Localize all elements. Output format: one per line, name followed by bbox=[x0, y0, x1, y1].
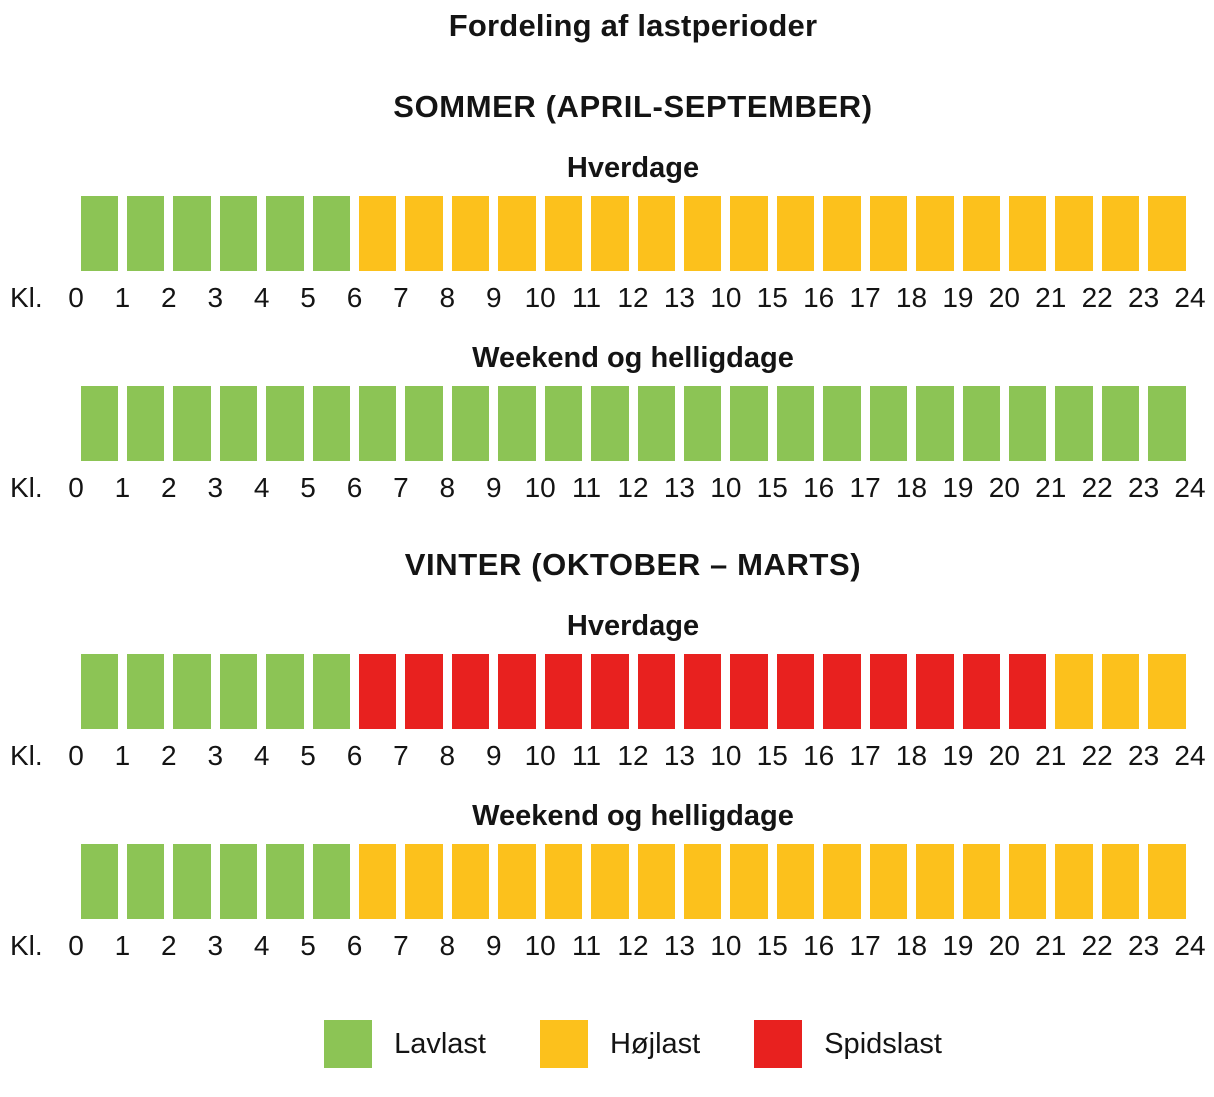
axis-tick-label: 1 bbox=[114, 472, 131, 503]
hour-bar bbox=[266, 196, 303, 271]
section-vinter bbox=[10, 546, 1206, 964]
axis-ticks bbox=[68, 738, 1206, 774]
axis-tick-label: 12 bbox=[617, 740, 649, 771]
axis-tick-label: 12 bbox=[617, 472, 649, 503]
hour-bar bbox=[127, 654, 164, 729]
axis-tick-label: 15 bbox=[756, 930, 788, 961]
axis-tick-label: 23 bbox=[1128, 472, 1160, 503]
axis-tick-label: 22 bbox=[1081, 472, 1113, 503]
axis-tick-label: 22 bbox=[1081, 740, 1113, 771]
hour-bar bbox=[823, 844, 860, 919]
axis-tick-label: 22 bbox=[1081, 282, 1113, 313]
axis-tick-label: 16 bbox=[803, 472, 835, 503]
axis-tick-label: 20 bbox=[988, 282, 1020, 313]
legend-swatch-icon bbox=[540, 1020, 588, 1068]
hour-bar bbox=[730, 196, 767, 271]
hour-bar bbox=[823, 386, 860, 461]
hour-axis bbox=[10, 280, 1206, 316]
axis-tick-label: 9 bbox=[485, 930, 502, 961]
hour-bar bbox=[963, 844, 1000, 919]
hour-bar bbox=[777, 654, 814, 729]
axis-tick-label: 21 bbox=[1035, 472, 1067, 503]
axis-tick-label: 9 bbox=[485, 472, 502, 503]
day-type-label: Weekend og helligdage bbox=[472, 342, 794, 374]
axis-tick-label: 22 bbox=[1081, 930, 1113, 961]
hour-bar bbox=[359, 654, 396, 729]
axis-tick-label: 7 bbox=[393, 740, 409, 771]
hour-bar bbox=[1055, 654, 1092, 729]
hour-bar bbox=[823, 654, 860, 729]
axis-tick-label: 0 bbox=[68, 472, 84, 503]
hour-bar bbox=[266, 654, 303, 729]
hour-bar bbox=[638, 654, 675, 729]
axis-tick-label: 1 bbox=[114, 740, 131, 771]
axis-tick-label: 10 bbox=[710, 930, 742, 961]
axis-tick-label: 19 bbox=[942, 472, 974, 503]
hour-bar bbox=[638, 196, 675, 271]
hour-bar bbox=[173, 654, 210, 729]
hour-bar bbox=[452, 844, 489, 919]
legend-item bbox=[540, 1020, 700, 1068]
section-vinter-title: VINTER (OKTOBER – MARTS) bbox=[404, 547, 862, 582]
hour-bar bbox=[684, 844, 721, 919]
hour-bar bbox=[638, 844, 675, 919]
axis-prefix-label: Kl. bbox=[10, 930, 43, 961]
axis-tick-label: 8 bbox=[439, 740, 456, 771]
axis-tick-label: 24 bbox=[1174, 740, 1206, 771]
axis-tick-label: 17 bbox=[849, 282, 881, 313]
hour-bar bbox=[870, 844, 907, 919]
axis-tick-label: 6 bbox=[346, 472, 363, 503]
axis-tick-label: 11 bbox=[572, 930, 602, 961]
axis-ticks bbox=[68, 928, 1206, 964]
hour-bar bbox=[823, 196, 860, 271]
section-sommer bbox=[10, 88, 1206, 506]
hour-bar bbox=[81, 654, 118, 729]
load-row-sommer-hverdage bbox=[10, 152, 1206, 316]
axis-tick-label: 24 bbox=[1174, 472, 1206, 503]
axis-tick-label: 24 bbox=[1174, 930, 1206, 961]
hour-bar bbox=[730, 654, 767, 729]
axis-tick-label: 16 bbox=[803, 282, 835, 313]
hour-bar bbox=[1102, 844, 1139, 919]
hour-bar bbox=[684, 654, 721, 729]
hour-bar bbox=[1148, 844, 1185, 919]
axis-tick-label: 19 bbox=[942, 740, 974, 771]
hour-bar bbox=[405, 654, 442, 729]
hour-bar bbox=[777, 386, 814, 461]
legend-label: Lavlast bbox=[394, 1028, 486, 1060]
hour-bar bbox=[313, 196, 350, 271]
axis-tick-label: 8 bbox=[439, 472, 456, 503]
load-row-sommer-weekend bbox=[10, 342, 1206, 506]
hour-bar bbox=[545, 844, 582, 919]
hour-axis bbox=[10, 470, 1206, 506]
hour-bar bbox=[498, 844, 535, 919]
axis-tick-label: 9 bbox=[485, 282, 502, 313]
axis-tick-label: 4 bbox=[253, 740, 270, 771]
hour-bar bbox=[220, 844, 257, 919]
hour-bar bbox=[127, 196, 164, 271]
hour-bars bbox=[76, 196, 1190, 271]
axis-tick-label: 6 bbox=[346, 740, 363, 771]
hour-bar bbox=[452, 386, 489, 461]
axis-tick-label: 20 bbox=[988, 740, 1020, 771]
axis-tick-label: 4 bbox=[253, 472, 270, 503]
axis-prefix-label: Kl. bbox=[10, 472, 43, 503]
hour-bar bbox=[452, 654, 489, 729]
legend-swatch-icon bbox=[754, 1020, 802, 1068]
axis-tick-label: 5 bbox=[300, 740, 316, 771]
axis-tick-label: 23 bbox=[1128, 740, 1160, 771]
axis-tick-label: 4 bbox=[253, 282, 270, 313]
axis-tick-label: 15 bbox=[756, 740, 788, 771]
hour-bar bbox=[1009, 844, 1046, 919]
chart-title: Fordeling af lastperioder bbox=[448, 8, 818, 43]
hour-bar bbox=[777, 844, 814, 919]
load-row-vinter-weekend bbox=[10, 800, 1206, 964]
hour-axis bbox=[10, 738, 1206, 774]
axis-prefix-label: Kl. bbox=[10, 740, 43, 771]
axis-tick-label: 12 bbox=[617, 282, 649, 313]
hour-bar bbox=[313, 386, 350, 461]
legend-label: Højlast bbox=[609, 1028, 701, 1060]
axis-tick-label: 13 bbox=[663, 930, 695, 961]
hour-bar bbox=[313, 844, 350, 919]
hour-bar bbox=[916, 386, 953, 461]
hour-bar bbox=[591, 654, 628, 729]
hour-bar bbox=[545, 654, 582, 729]
hour-bar bbox=[359, 196, 396, 271]
axis-tick-label: 5 bbox=[300, 472, 316, 503]
axis-tick-label: 18 bbox=[895, 930, 928, 961]
hour-bar bbox=[1009, 386, 1046, 461]
axis-tick-label: 2 bbox=[161, 740, 177, 771]
axis-tick-label: 5 bbox=[300, 282, 316, 313]
hour-bar bbox=[870, 386, 907, 461]
axis-tick-label: 16 bbox=[803, 740, 835, 771]
hour-bar bbox=[777, 196, 814, 271]
hour-bar bbox=[81, 196, 118, 271]
axis-tick-label: 2 bbox=[161, 282, 177, 313]
hour-bar bbox=[545, 196, 582, 271]
legend-item bbox=[324, 1020, 486, 1068]
legend bbox=[76, 1020, 1190, 1068]
hour-bar bbox=[1102, 654, 1139, 729]
axis-tick-label: 21 bbox=[1035, 930, 1067, 961]
load-row-vinter-hverdage bbox=[10, 610, 1206, 774]
axis-tick-label: 20 bbox=[988, 472, 1020, 503]
hour-bar bbox=[916, 654, 953, 729]
hour-bar bbox=[1102, 196, 1139, 271]
hour-bar bbox=[266, 844, 303, 919]
axis-tick-label: 7 bbox=[393, 472, 409, 503]
day-type-label: Hverdage bbox=[566, 610, 700, 642]
legend-swatch-icon bbox=[324, 1020, 372, 1068]
axis-tick-label: 17 bbox=[849, 472, 881, 503]
axis-tick-label: 10 bbox=[524, 930, 556, 961]
axis-tick-label: 16 bbox=[803, 930, 835, 961]
axis-tick-label: 11 bbox=[572, 282, 602, 313]
hour-bar bbox=[963, 654, 1000, 729]
day-type-label: Weekend og helligdage bbox=[472, 800, 794, 832]
hour-bar bbox=[1055, 386, 1092, 461]
chart-canvas bbox=[10, 8, 1206, 1068]
hour-bar bbox=[266, 386, 303, 461]
axis-tick-label: 18 bbox=[895, 282, 928, 313]
axis-ticks bbox=[68, 280, 1206, 316]
hour-bar bbox=[405, 386, 442, 461]
axis-tick-label: 15 bbox=[756, 282, 788, 313]
axis-tick-label: 10 bbox=[710, 472, 742, 503]
hour-bar bbox=[220, 386, 257, 461]
day-type-label: Hverdage bbox=[566, 152, 700, 184]
axis-tick-label: 7 bbox=[393, 930, 409, 961]
axis-tick-label: 8 bbox=[439, 930, 456, 961]
hour-bar bbox=[591, 844, 628, 919]
hour-bar bbox=[638, 386, 675, 461]
hour-bar bbox=[81, 386, 118, 461]
hour-bar bbox=[1009, 654, 1046, 729]
hour-bar bbox=[730, 844, 767, 919]
axis-tick-label: 10 bbox=[524, 740, 556, 771]
axis-tick-label: 18 bbox=[895, 472, 928, 503]
hour-axis bbox=[10, 928, 1206, 964]
hour-bar bbox=[591, 386, 628, 461]
hour-bar bbox=[1055, 196, 1092, 271]
hour-bars bbox=[76, 386, 1190, 461]
hour-bar bbox=[1055, 844, 1092, 919]
hour-bars bbox=[76, 654, 1190, 729]
axis-tick-label: 8 bbox=[439, 282, 456, 313]
hour-bar bbox=[498, 654, 535, 729]
axis-tick-label: 3 bbox=[207, 930, 224, 961]
axis-tick-label: 1 bbox=[114, 282, 131, 313]
axis-ticks bbox=[68, 470, 1206, 506]
axis-tick-label: 19 bbox=[942, 282, 974, 313]
hour-bar bbox=[173, 196, 210, 271]
axis-tick-label: 10 bbox=[524, 472, 556, 503]
hour-bars bbox=[76, 844, 1190, 919]
axis-tick-label: 10 bbox=[710, 282, 742, 313]
axis-tick-label: 24 bbox=[1174, 282, 1206, 313]
hour-bar bbox=[359, 386, 396, 461]
hour-bar bbox=[220, 196, 257, 271]
hour-bar bbox=[870, 196, 907, 271]
hour-bar bbox=[1148, 196, 1185, 271]
axis-tick-label: 13 bbox=[663, 740, 695, 771]
hour-bar bbox=[405, 844, 442, 919]
axis-tick-label: 6 bbox=[346, 930, 363, 961]
axis-tick-label: 11 bbox=[572, 472, 602, 503]
axis-tick-label: 13 bbox=[663, 472, 695, 503]
hour-bar bbox=[870, 654, 907, 729]
hour-bar bbox=[452, 196, 489, 271]
axis-tick-label: 0 bbox=[68, 740, 84, 771]
hour-bar bbox=[684, 386, 721, 461]
axis-tick-label: 12 bbox=[617, 930, 649, 961]
axis-tick-label: 21 bbox=[1035, 740, 1067, 771]
hour-bar bbox=[81, 844, 118, 919]
axis-tick-label: 2 bbox=[161, 472, 177, 503]
hour-bar bbox=[313, 654, 350, 729]
hour-bar bbox=[1102, 386, 1139, 461]
hour-bar bbox=[498, 196, 535, 271]
axis-tick-label: 1 bbox=[114, 930, 131, 961]
legend-item bbox=[754, 1020, 942, 1068]
axis-tick-label: 3 bbox=[207, 472, 224, 503]
axis-tick-label: 0 bbox=[68, 930, 84, 961]
hour-bar bbox=[591, 196, 628, 271]
legend-label: Spidslast bbox=[824, 1028, 942, 1060]
axis-tick-label: 6 bbox=[346, 282, 363, 313]
axis-tick-label: 3 bbox=[207, 282, 224, 313]
hour-bar bbox=[1148, 654, 1185, 729]
hour-bar bbox=[916, 844, 953, 919]
hour-bar bbox=[916, 196, 953, 271]
axis-prefix-label: Kl. bbox=[10, 282, 43, 313]
axis-tick-label: 15 bbox=[756, 472, 788, 503]
hour-bar bbox=[684, 196, 721, 271]
hour-bar bbox=[405, 196, 442, 271]
hour-bar bbox=[1009, 196, 1046, 271]
axis-tick-label: 7 bbox=[393, 282, 409, 313]
axis-tick-label: 18 bbox=[895, 740, 928, 771]
section-sommer-title: SOMMER (APRIL-SEPTEMBER) bbox=[393, 89, 873, 124]
axis-tick-label: 2 bbox=[161, 930, 177, 961]
hour-bar bbox=[498, 386, 535, 461]
axis-tick-label: 3 bbox=[207, 740, 224, 771]
hour-bar bbox=[173, 844, 210, 919]
axis-tick-label: 23 bbox=[1128, 930, 1160, 961]
axis-tick-label: 10 bbox=[710, 740, 742, 771]
hour-bar bbox=[545, 386, 582, 461]
axis-tick-label: 21 bbox=[1035, 282, 1067, 313]
hour-bar bbox=[359, 844, 396, 919]
axis-tick-label: 17 bbox=[849, 740, 881, 771]
axis-tick-label: 13 bbox=[663, 282, 695, 313]
axis-tick-label: 4 bbox=[253, 930, 270, 961]
hour-bar bbox=[220, 654, 257, 729]
hour-bar bbox=[1148, 386, 1185, 461]
hour-bar bbox=[127, 386, 164, 461]
axis-tick-label: 9 bbox=[485, 740, 502, 771]
axis-tick-label: 5 bbox=[300, 930, 316, 961]
axis-tick-label: 0 bbox=[68, 282, 84, 313]
hour-bar bbox=[730, 386, 767, 461]
hour-bar bbox=[173, 386, 210, 461]
axis-tick-label: 19 bbox=[942, 930, 974, 961]
hour-bar bbox=[963, 386, 1000, 461]
hour-bar bbox=[127, 844, 164, 919]
axis-tick-label: 23 bbox=[1128, 282, 1160, 313]
axis-tick-label: 10 bbox=[524, 282, 556, 313]
hour-bar bbox=[963, 196, 1000, 271]
axis-tick-label: 20 bbox=[988, 930, 1020, 961]
axis-tick-label: 11 bbox=[572, 740, 602, 771]
axis-tick-label: 17 bbox=[849, 930, 881, 961]
